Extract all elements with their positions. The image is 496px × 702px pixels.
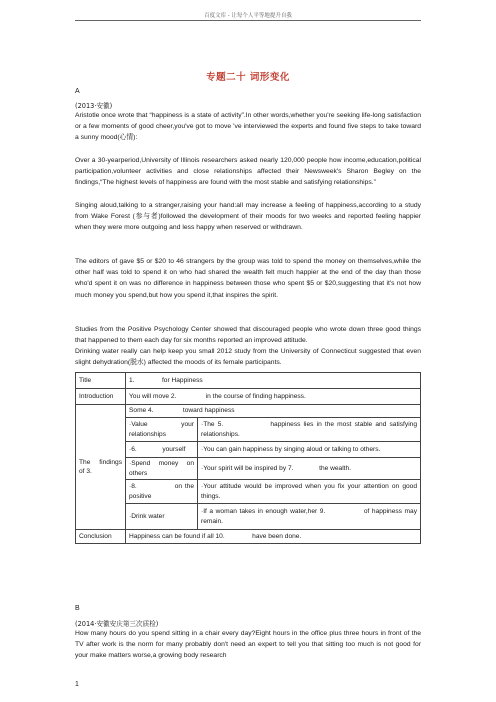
header-divider [75, 20, 421, 21]
table-row-right: ·Your attitude would be improved when you fix your attention on good things. [198, 480, 421, 504]
table-row-right: ·The 5. happiness lies in the most stable and satisfying relationships. [198, 418, 421, 442]
table-label-findings: The findings of 3. [76, 405, 126, 530]
passage-paragraph: The editors of gave $5 or $20 to 46 strangers by the group was told to spend the money on themselves,while the other half was told to spend it on who had shared the wealth felt much happier at the end of the day than those who'd spent it on was no difference in happiness between those who spent $5 or $20,suggesting that it's not how much money you spend,but how you spend it,that inspires the spirit. [75, 258, 421, 299]
passage-paragraph: Over a 30-yearperiod,University of Illinois researchers asked nearly 120,000 people how income,education,political participation,volunteer activities and close relationships affected their Newsweek's Sharon Begley on the findings,“The highest levels of happiness are found with the most stable and satisfying relationships.” [75, 157, 421, 187]
summary-table [75, 372, 421, 544]
table-row-left: ·Value your relationships [126, 418, 198, 442]
passage-paragraph: Aristotle once wrote that “happiness is a state of activity”.In other words,whether you're seeking life-long satisfaction or a few moments of good cheer,you've got to move 've interviewed the experts and found five steps to take toward a sunny mood(心情): [75, 112, 421, 142]
section-b-letter: B [75, 605, 80, 612]
page-number: 1 [75, 681, 79, 688]
table-label-title: Title [76, 373, 126, 389]
table-row-left: ·Spend money on others [126, 458, 198, 480]
table-blank-cell: Happiness can be found if all 10. have been done. [126, 530, 421, 544]
table-row-left: ·6. yourself [126, 442, 198, 458]
passage-paragraph: Drinking water really can help keep you small 2012 study from the University of Connecticut suggested that even slight dehydration(脱水) affected the moods of its female participants. [75, 348, 421, 367]
table-label-conclusion: Conclusion [76, 530, 126, 544]
table-row-right: ·You can gain happiness by singing aloud or talking to others. [198, 442, 421, 458]
passage-paragraph: How many hours do you spend sitting in a chair every day?Eight hours in the office plus three hours in front of the TV after work is the norm for many probably don't need an expert to tell you that sitting too much is not good for your make matters worse,a growing body research [75, 630, 421, 660]
section-a-letter: A [75, 88, 80, 95]
table-label-introduction: Introduction [76, 389, 126, 405]
table-row-right: ·If a woman takes in enough water,her 9. of happiness may remain. [198, 504, 421, 530]
section-b-source: (2014·安徽安庆第三次质检) [75, 620, 159, 628]
table-blank-cell: 1. for Happiness [126, 373, 421, 389]
table-blank-cell: Some 4. toward happiness [126, 405, 421, 418]
document-title: 专题二十 词形变化 [206, 72, 290, 83]
table-blank-cell: You will move 2. in the course of finding happiness. [126, 389, 421, 405]
passage-paragraph: Singing aloud,talking to a stranger,raising your hand:all may increase a feeling of happiness,according to a study from Wake Forest (参与者)followed the development of their moods for two weeks and reported feeling happier when they were more outgoing and less happy when reserved or withdrawn. [75, 202, 421, 232]
passage-paragraph: Studies from the Positive Psychology Center showed that discouraged people who wrote down three good things that happened to them each day for six months reported an improved attitude. [75, 326, 421, 345]
table-row-right: ·Your spirit will be inspired by 7. the wealth. [198, 458, 421, 480]
table-row-left: ·Drink water [126, 504, 198, 530]
page-header: 百度文库 - 让每个人平等地提升自我 [204, 13, 292, 19]
section-a-source: (2013·安徽) [75, 102, 113, 110]
table-row-left: ·8. on the positive [126, 480, 198, 504]
